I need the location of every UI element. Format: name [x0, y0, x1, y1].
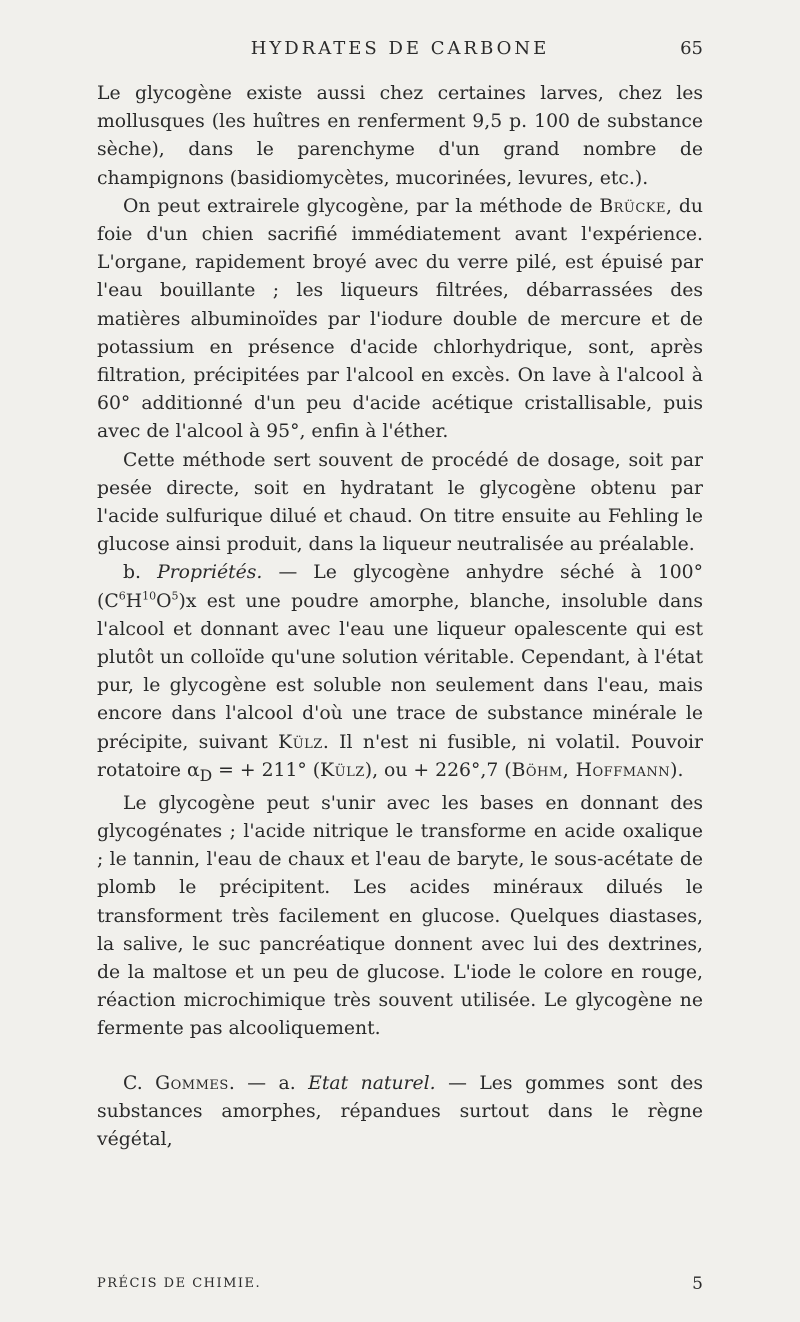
rotation-subscript: D [199, 765, 213, 785]
section-label: C. [123, 1072, 156, 1094]
author-brucke: Brücke [599, 195, 667, 217]
paragraph-dosage-method: Cette méthode sert souvent de procédé de dosage, soit par pesée directe, soit en hydratant le glycogène obtenu par l'acide sulfurique dilué et chaud. On titre ensuite au Fehling le glucose ainsi produit, dans la liqueur neutralisée au préalable. [97, 449, 703, 556]
formula-element: H [125, 590, 143, 612]
paragraph-extraction-method [97, 193, 703, 447]
book-page [97, 0, 703, 1322]
formula-suffix: )x [178, 590, 197, 612]
author-kulz: Külz [320, 759, 365, 781]
formula-element: O [156, 590, 172, 612]
page-number: 65 [680, 38, 703, 59]
paragraph-properties [97, 559, 703, 789]
text-run: ), ou + 226°,7 ( [364, 759, 512, 781]
section-title-proprietes: Propriétés. [157, 562, 263, 584]
text-run: , du foie d'un chien sacrifié immédiatement avant l'expérience. L'organe, rapidement broyé avec du verre pilé, est épuisé par l'eau bouillante ; les liqueurs filtrées, débarrassées des matières albuminoïdes par l'iodure double de mercure et de potassium en présence d'acide chlorhydrique, sont, après filtration, précipitées par l'alcool en excès. On lave à l'alcool à 60° additionné d'un peu d'acide acétique cristallisable, puis avec de l'alcool à 95°, enfin à l'éther. [97, 195, 703, 443]
formula-superscript: 10 [142, 589, 157, 603]
text-run: . Il n'est ni fusible, ni volatil. Pouvoir rotatoire α [97, 731, 703, 781]
page-footer [97, 1274, 703, 1294]
section-title-etat-naturel: Etat naturel. [308, 1072, 436, 1094]
paragraph-gommes [97, 1070, 703, 1155]
text-run: est une poudre amorphe, blanche, insoluble dans l'alcool et donnant avec l'eau une liqueur opalescente qui est plutôt un colloïde qu'une solution véritable. Cependant, à l'état pur, le glycogène est soluble non seulement dans l'eau, mais encore dans l'alcool d'où une trace de substance minérale le précipite, suivant [97, 590, 703, 753]
text-run: — Les gommes sont des substances amorphes, répandues surtout dans le règne végétal, [97, 1072, 704, 1151]
signature-mark: 5 [692, 1274, 703, 1294]
formula-superscript: 5 [171, 589, 179, 603]
footer-book-title: PRÉCIS DE CHIMIE. [97, 1276, 262, 1291]
author-bohm-hoffmann: Böhm, Hoffmann [511, 759, 671, 781]
text-run: = + 211° ( [212, 759, 321, 781]
text-run: . — a. [228, 1072, 309, 1094]
section-label: b. [123, 562, 158, 584]
formula-superscript: 6 [118, 589, 126, 603]
section-title-gommes: Gommes [155, 1072, 229, 1094]
running-header [97, 38, 703, 68]
author-kulz: Külz [278, 731, 323, 753]
text-run: — Le glycogène anhydre séché à 100° (C [97, 562, 703, 612]
body-text [97, 80, 703, 1154]
paragraph-glycogen-occurrence: Le glycogène existe aussi chez certaines larves, chez les mollusques (les huîtres en renferment 9,5 p. 100 de substance sèche), dans le parenchyme d'un grand nombre de champignons (basidiomycètes, mucorinées, levures, etc.). [97, 83, 703, 189]
text-run: ). [670, 759, 684, 781]
text-run: On peut extrairele glycogène, par la méthode de [123, 195, 600, 217]
paragraph-reactions: Le glycogène peut s'unir avec les bases en donnant des glycogénates ; l'acide nitrique le transforme en acide oxalique ; le tannin, l'eau de chaux et l'eau de baryte, le sous-acétate de plomb le précipitent. Les acides minéraux dilués le transforment très facilement en glucose. Quelques diastases, la salive, le suc pancréatique donnent avec lui des dextrines, de la maltose et un peu de glucose. L'iode le colore en rouge, réaction microchimique très souvent utilisée. Le glycogène ne fermente pas alcooliquement. [97, 792, 703, 1040]
running-title: HYDRATES DE CARBONE [250, 38, 550, 59]
